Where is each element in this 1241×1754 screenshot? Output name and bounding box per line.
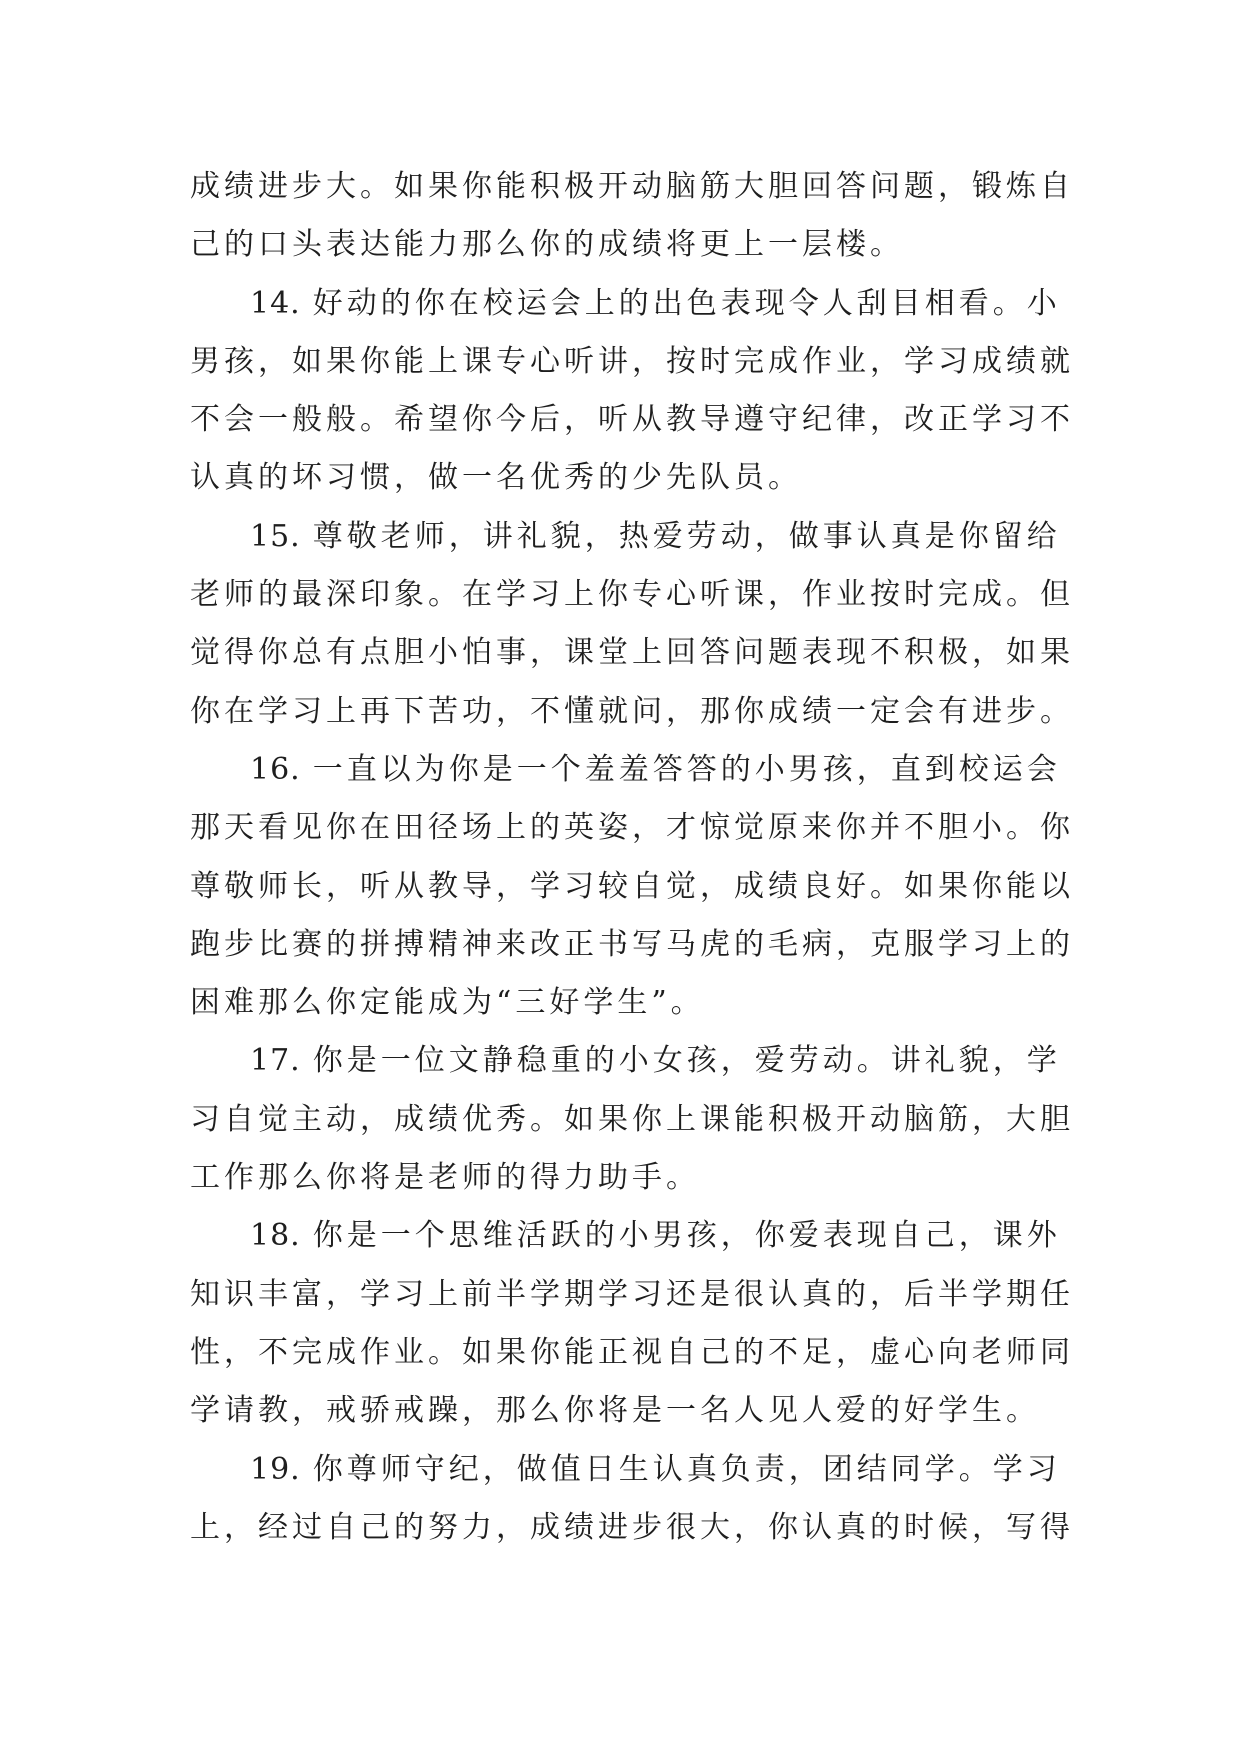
text-line bbox=[190, 1441, 1060, 1499]
text-line bbox=[190, 1032, 1060, 1090]
text-line bbox=[190, 449, 1060, 507]
line-text: 知识丰富，学习上前半学期学习还是很认真的，后半学期任 bbox=[190, 1276, 1074, 1312]
text-line bbox=[190, 624, 1074, 682]
text-line bbox=[190, 1499, 1074, 1557]
text-line bbox=[190, 858, 1074, 916]
line-text: 上，经过自己的努力，成绩进步很大，你认真的时候，写得 bbox=[190, 1509, 1074, 1545]
text-line bbox=[190, 391, 1074, 449]
text-line bbox=[190, 1207, 1060, 1265]
line-text: 尊敬师长，听从教导，学习较自觉，成绩良好。如果你能以 bbox=[190, 868, 1074, 904]
text-line bbox=[190, 1091, 1074, 1149]
text-line bbox=[190, 974, 1060, 1032]
text-line bbox=[190, 158, 1074, 216]
line-text: 己的口头表达能力那么你的成绩将更上一层楼。 bbox=[190, 227, 904, 263]
text-line bbox=[190, 566, 1074, 624]
text-line bbox=[190, 275, 1060, 333]
line-text: 性，不完成作业。如果你能正视自己的不足，虚心向老师同 bbox=[190, 1334, 1074, 1370]
text-line bbox=[190, 1149, 1060, 1207]
text-line bbox=[190, 216, 1060, 274]
text-line bbox=[190, 916, 1074, 974]
line-text: 那天看见你在田径场上的英姿，才惊觉原来你并不胆小。你 bbox=[190, 810, 1074, 846]
line-text: 成绩进步大。如果你能积极开动脑筋大胆回答问题，锻炼自 bbox=[190, 169, 1074, 204]
line-text: 你在学习上再下苦功，不懂就问，那你成绩一定会有进步。 bbox=[190, 693, 1074, 729]
text-line bbox=[190, 1266, 1074, 1324]
line-text: 工作那么你将是老师的得力助手。 bbox=[190, 1160, 700, 1196]
line-text: 你尊师守纪，做值日生认真负责，团结同学。学习 bbox=[312, 1451, 1061, 1487]
line-text: 认真的坏习惯，做一名优秀的少先队员。 bbox=[190, 460, 802, 496]
line-text: 学请教，戒骄戒躁，那么你将是一名人见人爱的好学生。 bbox=[190, 1393, 1040, 1429]
text-line bbox=[190, 1382, 1060, 1440]
line-text: 尊敬老师，讲礼貌，热爱劳动，做事认真是你留给 bbox=[312, 518, 1061, 554]
line-text: 好动的你在校运会上的出色表现令人刮目相看。小 bbox=[312, 285, 1061, 321]
line-text: 老师的最深印象。在学习上你专心听课，作业按时完成。但 bbox=[190, 577, 1074, 613]
text-line bbox=[190, 799, 1074, 857]
line-text: 你是一个思维活跃的小男孩，你爱表现自己，课外 bbox=[312, 1218, 1061, 1254]
line-text: 一直以为你是一个羞羞答答的小男孩，直到校运会 bbox=[312, 751, 1061, 787]
text-line bbox=[190, 683, 1074, 741]
line-text: 习自觉主动，成绩优秀。如果你上课能积极开动脑筋，大胆 bbox=[190, 1101, 1074, 1137]
text-line bbox=[190, 333, 1074, 391]
item-number: 17. bbox=[250, 1043, 301, 1079]
line-text: 困难那么你定能成为“三好学生”。 bbox=[190, 985, 705, 1021]
item-number: 14. bbox=[250, 285, 301, 321]
text-line bbox=[190, 1324, 1074, 1382]
text-line bbox=[190, 741, 1060, 799]
item-number: 15. bbox=[250, 518, 301, 554]
line-text: 觉得你总有点胆小怕事，课堂上回答问题表现不积极，如果 bbox=[190, 635, 1074, 671]
line-text: 男孩，如果你能上课专心听讲，按时完成作业，学习成绩就 bbox=[190, 343, 1074, 379]
line-text: 你是一位文静稳重的小女孩，爱劳动。讲礼貌，学 bbox=[312, 1043, 1061, 1079]
document-body bbox=[190, 158, 1074, 1557]
item-number: 16. bbox=[250, 751, 301, 787]
text-line bbox=[190, 508, 1060, 566]
item-number: 19. bbox=[250, 1451, 301, 1487]
line-text: 不会一般般。希望你今后，听从教导遵守纪律，改正学习不 bbox=[190, 402, 1074, 438]
line-text: 跑步比赛的拼搏精神来改正书写马虎的毛病，克服学习上的 bbox=[190, 926, 1074, 962]
item-number: 18. bbox=[250, 1218, 301, 1254]
